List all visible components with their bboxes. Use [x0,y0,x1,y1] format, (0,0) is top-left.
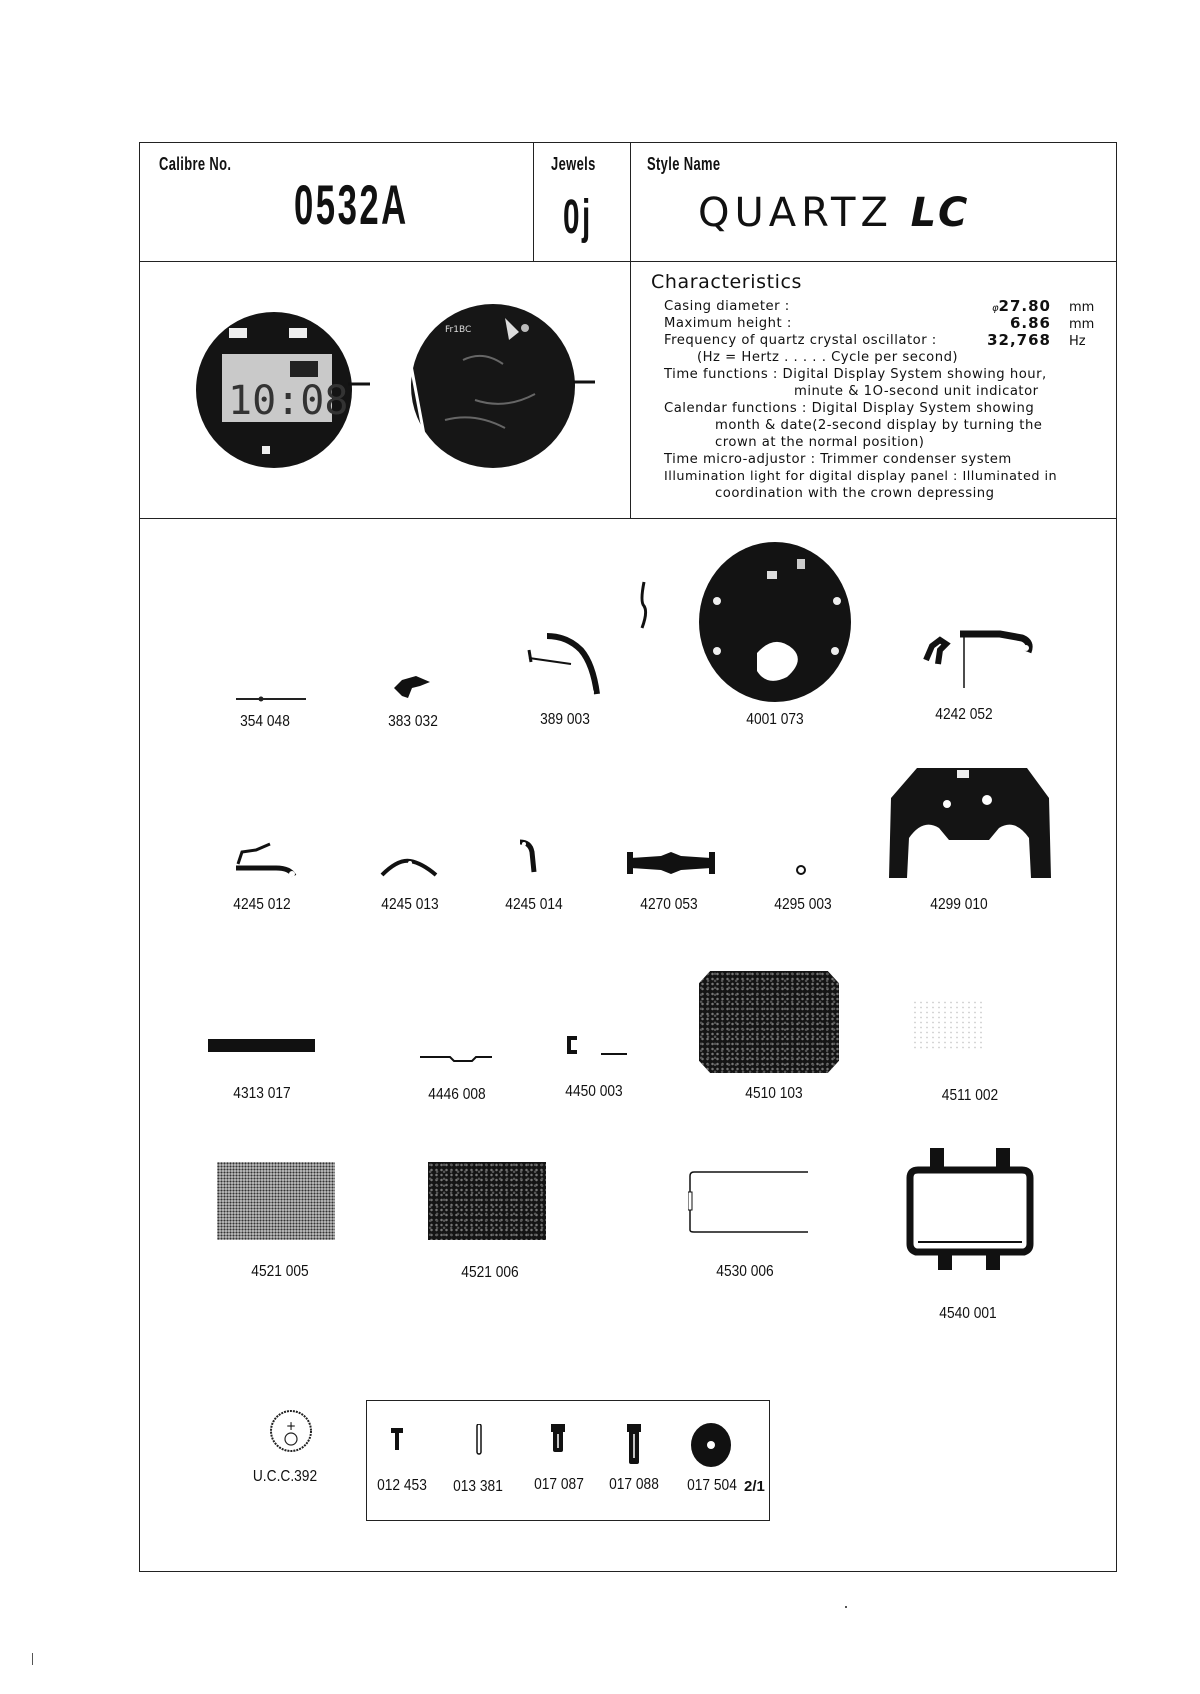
screw-quantity: 2/1 [744,1478,765,1495]
part-image-circuit-holder [887,760,1055,880]
maximum-height-unit: mm [1069,317,1095,332]
part-number: 4245 013 [381,896,439,913]
part-number: 4299 010 [930,896,988,913]
screw-number: 017 088 [609,1476,659,1493]
calibre-label: Calibre No. [159,154,232,174]
casing-diameter-value: φ27.80 [991,297,1051,315]
part-image-contact [565,1034,627,1058]
part-number: 4245 012 [233,896,291,913]
scan-speck [845,1606,847,1608]
calibre-jewels-divider [533,142,534,261]
characteristics-title: Characteristics [651,271,803,293]
scan-speck [32,1653,33,1665]
frequency-note: (Hz = Hertz . . . . . Cycle per second) [697,350,959,365]
screw-number: 012 453 [377,1477,427,1494]
part-image-setting-lever [525,632,600,700]
screw-number: 013 381 [453,1478,503,1495]
jewels-label: Jewels [551,154,596,174]
movement-back-photo [405,300,595,470]
maximum-height-label: Maximum height : [664,316,792,331]
part-image-lever [392,670,442,700]
part-number: 354 048 [240,713,290,730]
part-number: 4521 006 [461,1264,519,1281]
illumination: Illumination light for digital display panel : Illuminated in [664,469,1058,484]
part-image-circuit-block [697,541,853,703]
part-number: 4242 052 [935,706,993,723]
header-divider [139,261,1117,262]
frequency-label: Frequency of quartz crystal oscillator : [664,333,937,348]
battery-number: U.C.C.392 [252,1468,318,1485]
frequency-value: 32,768 [987,331,1051,349]
calendar-functions: Calendar functions : Digital Display System showing [664,401,1035,416]
time-functions-line2: minute & 1O-second unit indicator [794,384,1039,399]
part-number: 4510 103 [745,1085,803,1102]
pin-icon [475,1424,483,1456]
casing-diameter-unit: mm [1069,300,1095,315]
style-name-suffix: LC [910,190,970,236]
part-image-reflector-plate [428,1162,546,1240]
micro-adjustor: Time micro-adjustor : Trimmer condenser system [664,452,1012,467]
screw-number: 017 504 [687,1477,737,1494]
part-image-lamp [688,1170,808,1234]
part-number: 4270 053 [640,896,698,913]
svg-text:Fr1BC: Fr1BC [445,325,472,335]
part-image-insulator [420,1052,492,1064]
part-image-lc-panel-faint [912,1000,984,1050]
time-functions: Time functions : Digital Display System showing hour, [664,367,1047,382]
part-image-spring [380,855,440,880]
battery-icon [268,1408,314,1454]
jewels-style-divider [630,142,631,518]
part-number: 4521 005 [251,1263,309,1280]
style-name-value [698,190,969,236]
screw-icon [626,1424,642,1464]
part-image-yoke [918,622,1038,697]
calendar-functions-line2: month & date(2-second display by turning the [715,418,1043,433]
part-image-washer [796,862,806,872]
illumination-line2: coordination with the crown depressing [715,486,995,501]
part-number: 4313 017 [233,1085,291,1102]
svg-text:+: + [285,1419,297,1433]
part-number: 4245 014 [505,896,563,913]
screw-icon [390,1428,404,1452]
part-image-jumper [516,838,540,878]
part-image-circuit-cover [900,1148,1040,1272]
movement-front-photo [192,306,370,471]
screw-icon [550,1424,566,1454]
part-image-contact-spring [627,850,715,876]
characteristics-divider [139,518,1117,519]
frequency-unit: Hz [1069,334,1086,349]
svg-text:10:08: 10:08 [228,378,349,424]
part-number: 4446 008 [428,1086,486,1103]
washer-icon [690,1422,732,1468]
maximum-height-value: 6.86 [1009,314,1051,332]
casing-diameter-label: Casing diameter : [664,299,790,314]
part-number: 4001 073 [746,711,804,728]
calendar-functions-line3: crown at the normal position) [715,435,925,450]
part-number: 4295 003 [774,896,832,913]
part-image-stem [236,689,306,693]
part-image-lever [230,838,300,880]
screw-number: 017 087 [534,1476,584,1493]
part-image-light-plate [217,1162,335,1240]
style-name-label: Style Name [647,154,721,174]
part-number: 389 003 [540,711,590,728]
part-number: 383 032 [388,713,438,730]
style-name-main: QUARTZ [698,190,893,236]
part-number: 4540 001 [939,1305,997,1322]
part-number: 4450 003 [565,1083,623,1100]
calibre-number: 0532A [294,173,409,236]
part-image-liquid-crystal-panel [699,971,839,1073]
jewels-value: 0j [563,191,593,244]
part-number: 4511 002 [941,1087,999,1104]
part-image-reflector [208,1039,315,1052]
part-number: 4530 006 [716,1263,774,1280]
part-image-spring [638,580,648,630]
